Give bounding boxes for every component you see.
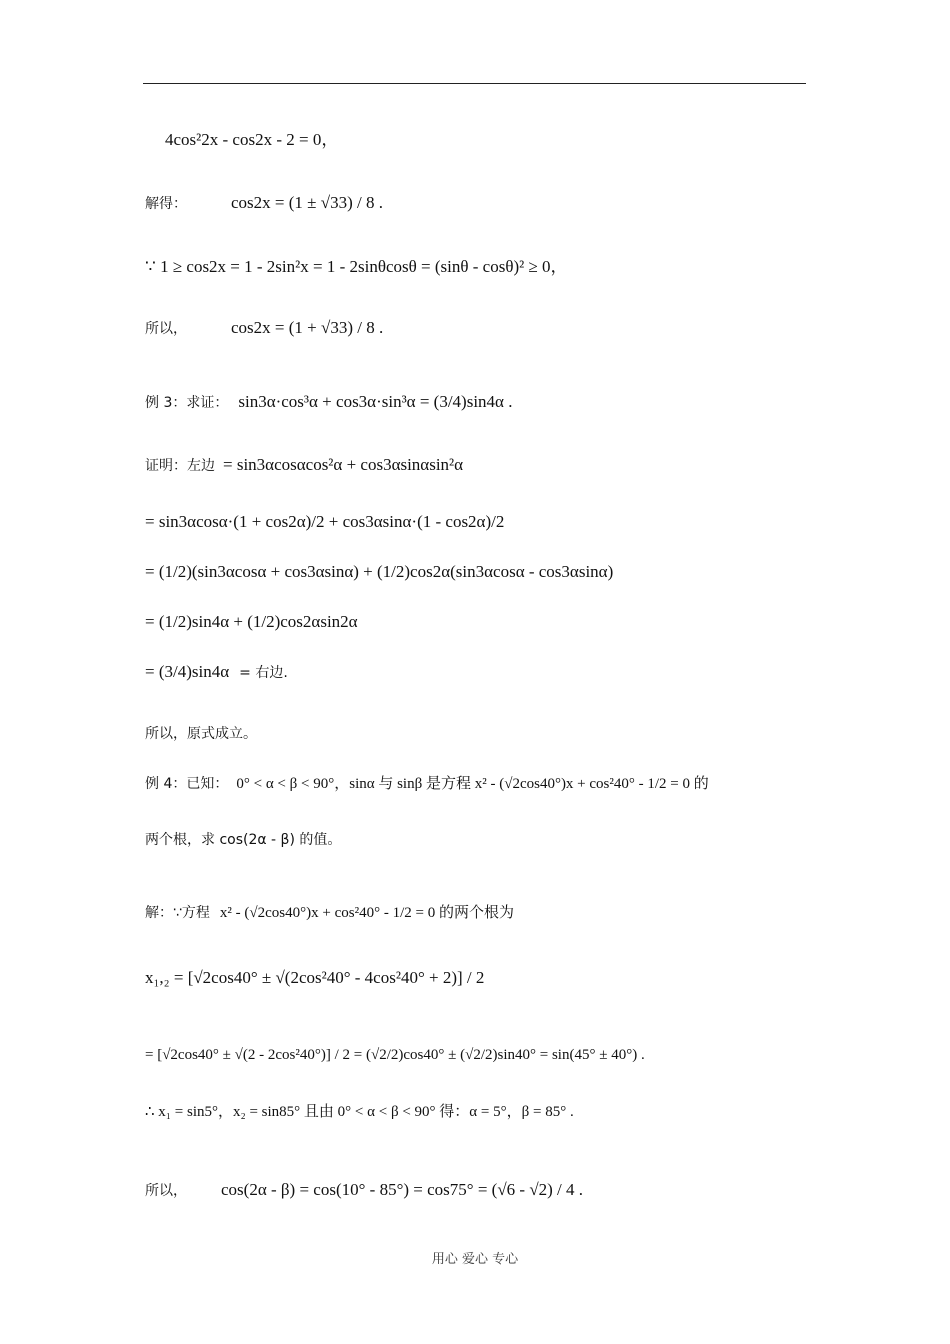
label: 所以，: [145, 1183, 187, 1199]
label: 例 3：求证：: [145, 395, 229, 411]
solution-start: 解：∵方程 x² - (√2cos40°)x + cos²40° - 1/2 = 0 的两个根为: [145, 905, 514, 921]
header-rule: [143, 83, 806, 84]
proof-start: 证明：左边 = sin3αcosαcos²α + cos3αsinαsin²α: [145, 455, 464, 474]
proof-step-3: = (1/2)sin4α + (1/2)cos2αsin2α: [145, 612, 358, 631]
proof-step-2: = (1/2)(sin3αcosα + cos3αsinα) + (1/2)cos2α(sin3αcosα - cos3αsinα): [145, 562, 614, 581]
proof-step-4: = (3/4)sin4α = 右边.: [145, 662, 288, 681]
label: 解得：: [145, 196, 187, 212]
example-4-question: 两个根，求 cos(2α - β) 的值。: [145, 832, 342, 848]
example-3-title: 例 3：求证： sin3α·cos³α + cos3α·sin³α = (3/4)sin4α .: [145, 392, 513, 411]
roots-formula: x₁,₂ = [√2cos40° ± √(2cos²40° - 4cos²40° + 2)] / 2: [145, 968, 485, 987]
page-footer: 用心 爱心 专心: [431, 1252, 519, 1267]
equation-line-1: 4cos²2x - cos2x - 2 = 0，: [165, 130, 339, 149]
label: 例 4：已知：: [145, 776, 229, 792]
roots-simplified: = [√2cos40° ± √(2 - 2cos²40°)] / 2 = (√2/2)cos40° ± (√2/2)sin40° = sin(45° ± 40°) .: [145, 1047, 645, 1063]
example-4-title: 例 4：已知： 0° < α < β < 90°，sinα 与 sinβ 是方程 x² - (√2cos40°)x + cos²40° - 1/2 = 0 的: [145, 776, 709, 792]
proof-step-1: = sin3αcosα·(1 + cos2α)/2 + cos3αsinα·(1 - cos2α)/2: [145, 512, 505, 531]
label: 所以，: [145, 321, 187, 337]
label: 解：∵方程: [145, 905, 210, 921]
label: 证明：左边: [145, 458, 215, 474]
conclusion-line: 所以， cos2x = (1 + √33) / 8 .: [145, 318, 384, 337]
equation-line-3: ∵ 1 ≥ cos2x = 1 - 2sin²x = 1 - 2sinθcosθ = (sinθ - cosθ)² ≥ 0，: [145, 257, 568, 276]
roots-values: ∴ x₁ = sin5°，x₂ = sin85° 且由 0° < α < β < 90° 得：α = 5°，β = 85° .: [145, 1104, 574, 1120]
final-answer: 所以， cos(2α - β) = cos(10° - 85°) = cos75° = (√6 - √2) / 4 .: [145, 1180, 584, 1199]
solution-line: 解得： cos2x = (1 ± √33) / 8 .: [145, 193, 383, 212]
proof-conclusion: 所以，原式成立。: [145, 726, 257, 742]
